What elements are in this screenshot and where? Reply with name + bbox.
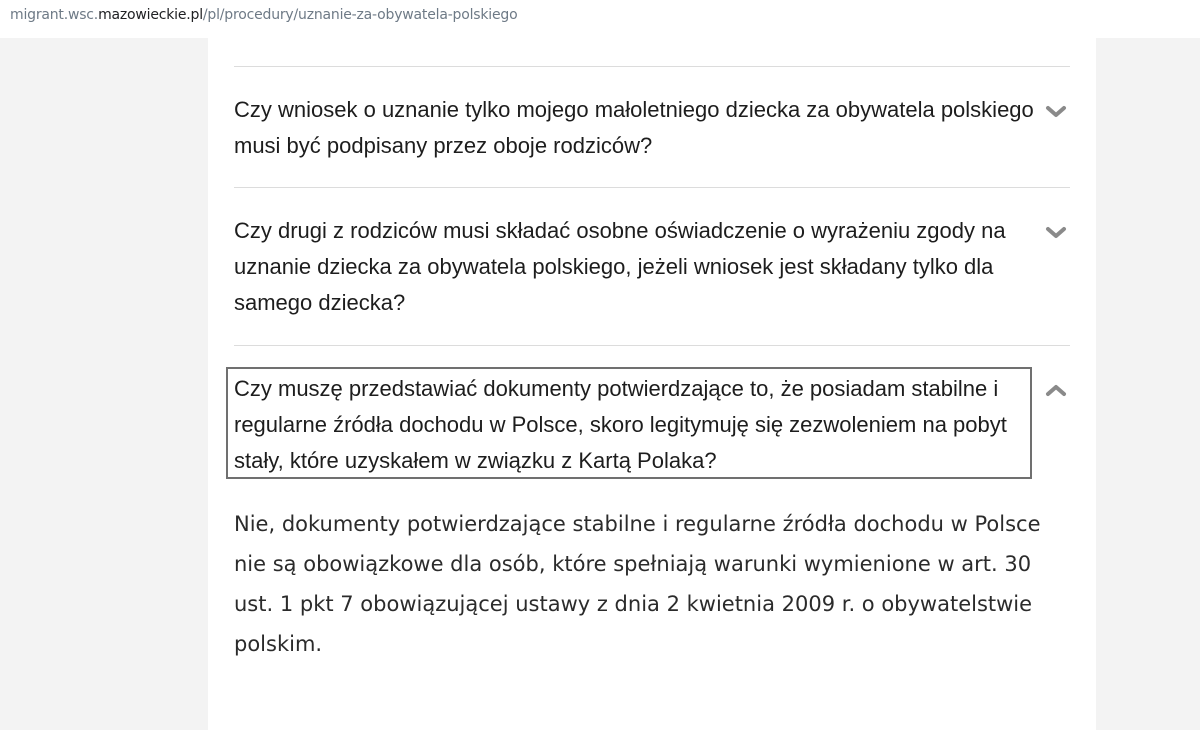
faq-question[interactable]: Czy wniosek o uznanie tylko mojego małoletniego dziecka za obywatela polskiego musi być podpisany przez oboje rodziców? xyxy=(234,97,1034,158)
faq-divider xyxy=(234,345,1070,346)
faq-divider xyxy=(234,66,1070,67)
address-bar[interactable] xyxy=(0,0,1200,38)
url-path: /pl/procedury/uznanie-za-obywatela-polskiego xyxy=(202,7,518,23)
faq-question[interactable]: Czy muszę przedstawiać dokumenty potwierdzające to, że posiadam stabilne i regularne źródła dochodu w Polsce, skoro legitymuję się zezwoleniem na pobyt stały, które uzyskałem w związku z Kartą Polaka? xyxy=(234,376,1007,473)
url-prefix: migrant.wsc. xyxy=(10,7,99,23)
faq-question[interactable]: Czy drugi z rodziców musi składać osobne oświadczenie o wyrażeniu zgody na uznanie dziecka za obywatela polskiego, jeżeli wniosek jest składany tylko dla samego dziecka? xyxy=(234,218,1006,315)
chevron-down-icon[interactable] xyxy=(1044,223,1068,243)
faq-answer: Nie, dokumenty potwierdzające stabilne i regularne źródła dochodu w Polsce nie są obowiązkowe dla osób, które spełniają warunki wymienione w art. 30 ust. 1 pkt 7 obowiązującej ustawy z dnia 2 kwietnia 2009 r. o obywatelstwie polskim. xyxy=(234,512,1041,656)
page-content xyxy=(208,38,1096,730)
chevron-up-icon[interactable] xyxy=(1044,380,1068,400)
faq-divider xyxy=(234,187,1070,188)
chevron-down-icon[interactable] xyxy=(1044,102,1068,122)
url-domain: mazowieckie.pl xyxy=(98,7,203,23)
